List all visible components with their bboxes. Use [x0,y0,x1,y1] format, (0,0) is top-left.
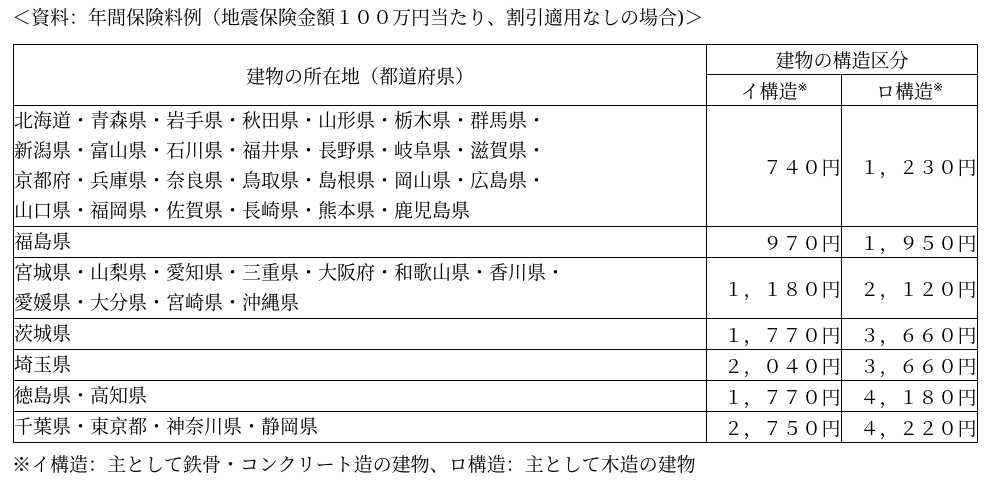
prefecture-line: 京都府・兵庫県・奈良県・鳥取県・島根県・岡山県・広島県・ [14,170,547,192]
prefecture-line: 千葉県・東京都・神奈川県・静岡県 [14,416,319,438]
table-row [14,106,978,227]
header-prefecture: 建物の所在地（都道府県） [14,45,707,106]
table-caption: ＜資料：年間保険料例（地震保険金額１００万円当たり、割引適用なしの場合)＞ [12,7,704,29]
prefecture-cell [14,227,707,258]
premium-ro-cell: １，９５０円 [842,227,978,258]
premium-ro-cell: ３，６６０円 [842,350,978,381]
premium-table [13,44,978,443]
prefecture-line: 徳島県・高知県 [14,385,148,407]
premium-i-cell: １，７７０円 [707,319,842,350]
premium-ro-cell: ２，１２０円 [842,258,978,319]
prefecture-line: 宮城県・山梨県・愛知県・三重県・大阪府・和歌山県・香川県・ [14,262,566,284]
premium-ro-cell: ４，１８０円 [842,381,978,412]
prefecture-cell [14,106,707,227]
prefecture-cell [14,381,707,412]
prefecture-line: 福島県 [14,231,72,253]
prefecture-line: 山口県・福岡県・佐賀県・長崎県・熊本県・鹿児島県 [14,200,471,222]
prefecture-line: 新潟県・富山県・石川県・福井県・長野県・岐阜県・滋賀県・ [14,140,547,162]
prefecture-line: 北海道・青森県・岩手県・秋田県・山形県・栃木県・群馬県・ [14,110,547,132]
note-mark: ※ [797,79,808,94]
note-mark: ※ [932,79,944,94]
prefecture-cell [14,258,707,319]
premium-ro-cell: ３，６６０円 [842,319,978,350]
premium-i-cell: １，７７０円 [707,381,842,412]
premium-ro-cell: １，２３０円 [842,106,978,227]
header-structure-ro-label: ロ構造 [875,80,933,103]
prefecture-cell [14,412,707,443]
premium-i-cell: ２，０４０円 [707,350,842,381]
prefecture-line: 埼玉県 [14,354,72,376]
header-structure-i [707,75,842,106]
header-structure-i-label: イ構造 [740,80,798,103]
table-row [14,412,978,443]
prefecture-cell [14,319,707,350]
structure-footnote: ※イ構造：主として鉄骨・コンクリート造の建物、ロ構造：主として木造の建物 [12,454,696,476]
prefecture-cell [14,350,707,381]
premium-i-cell: ７４０円 [707,106,842,227]
table-row [14,319,978,350]
premium-i-cell: ２，７５０円 [707,412,842,443]
premium-ro-cell: ４，２２０円 [842,412,978,443]
table-row [14,227,978,258]
prefecture-line: 愛媛県・大分県・宮崎県・沖縄県 [14,292,300,314]
header-structure-ro [842,75,978,106]
premium-i-cell: １，１８０円 [707,258,842,319]
table-row [14,350,978,381]
table-row [14,381,978,412]
header-structure-group: 建物の構造区分 [707,45,978,75]
premium-i-cell: ９７０円 [707,227,842,258]
table-row [14,258,978,319]
prefecture-line: 茨城県 [14,323,72,345]
header-row [14,45,978,75]
